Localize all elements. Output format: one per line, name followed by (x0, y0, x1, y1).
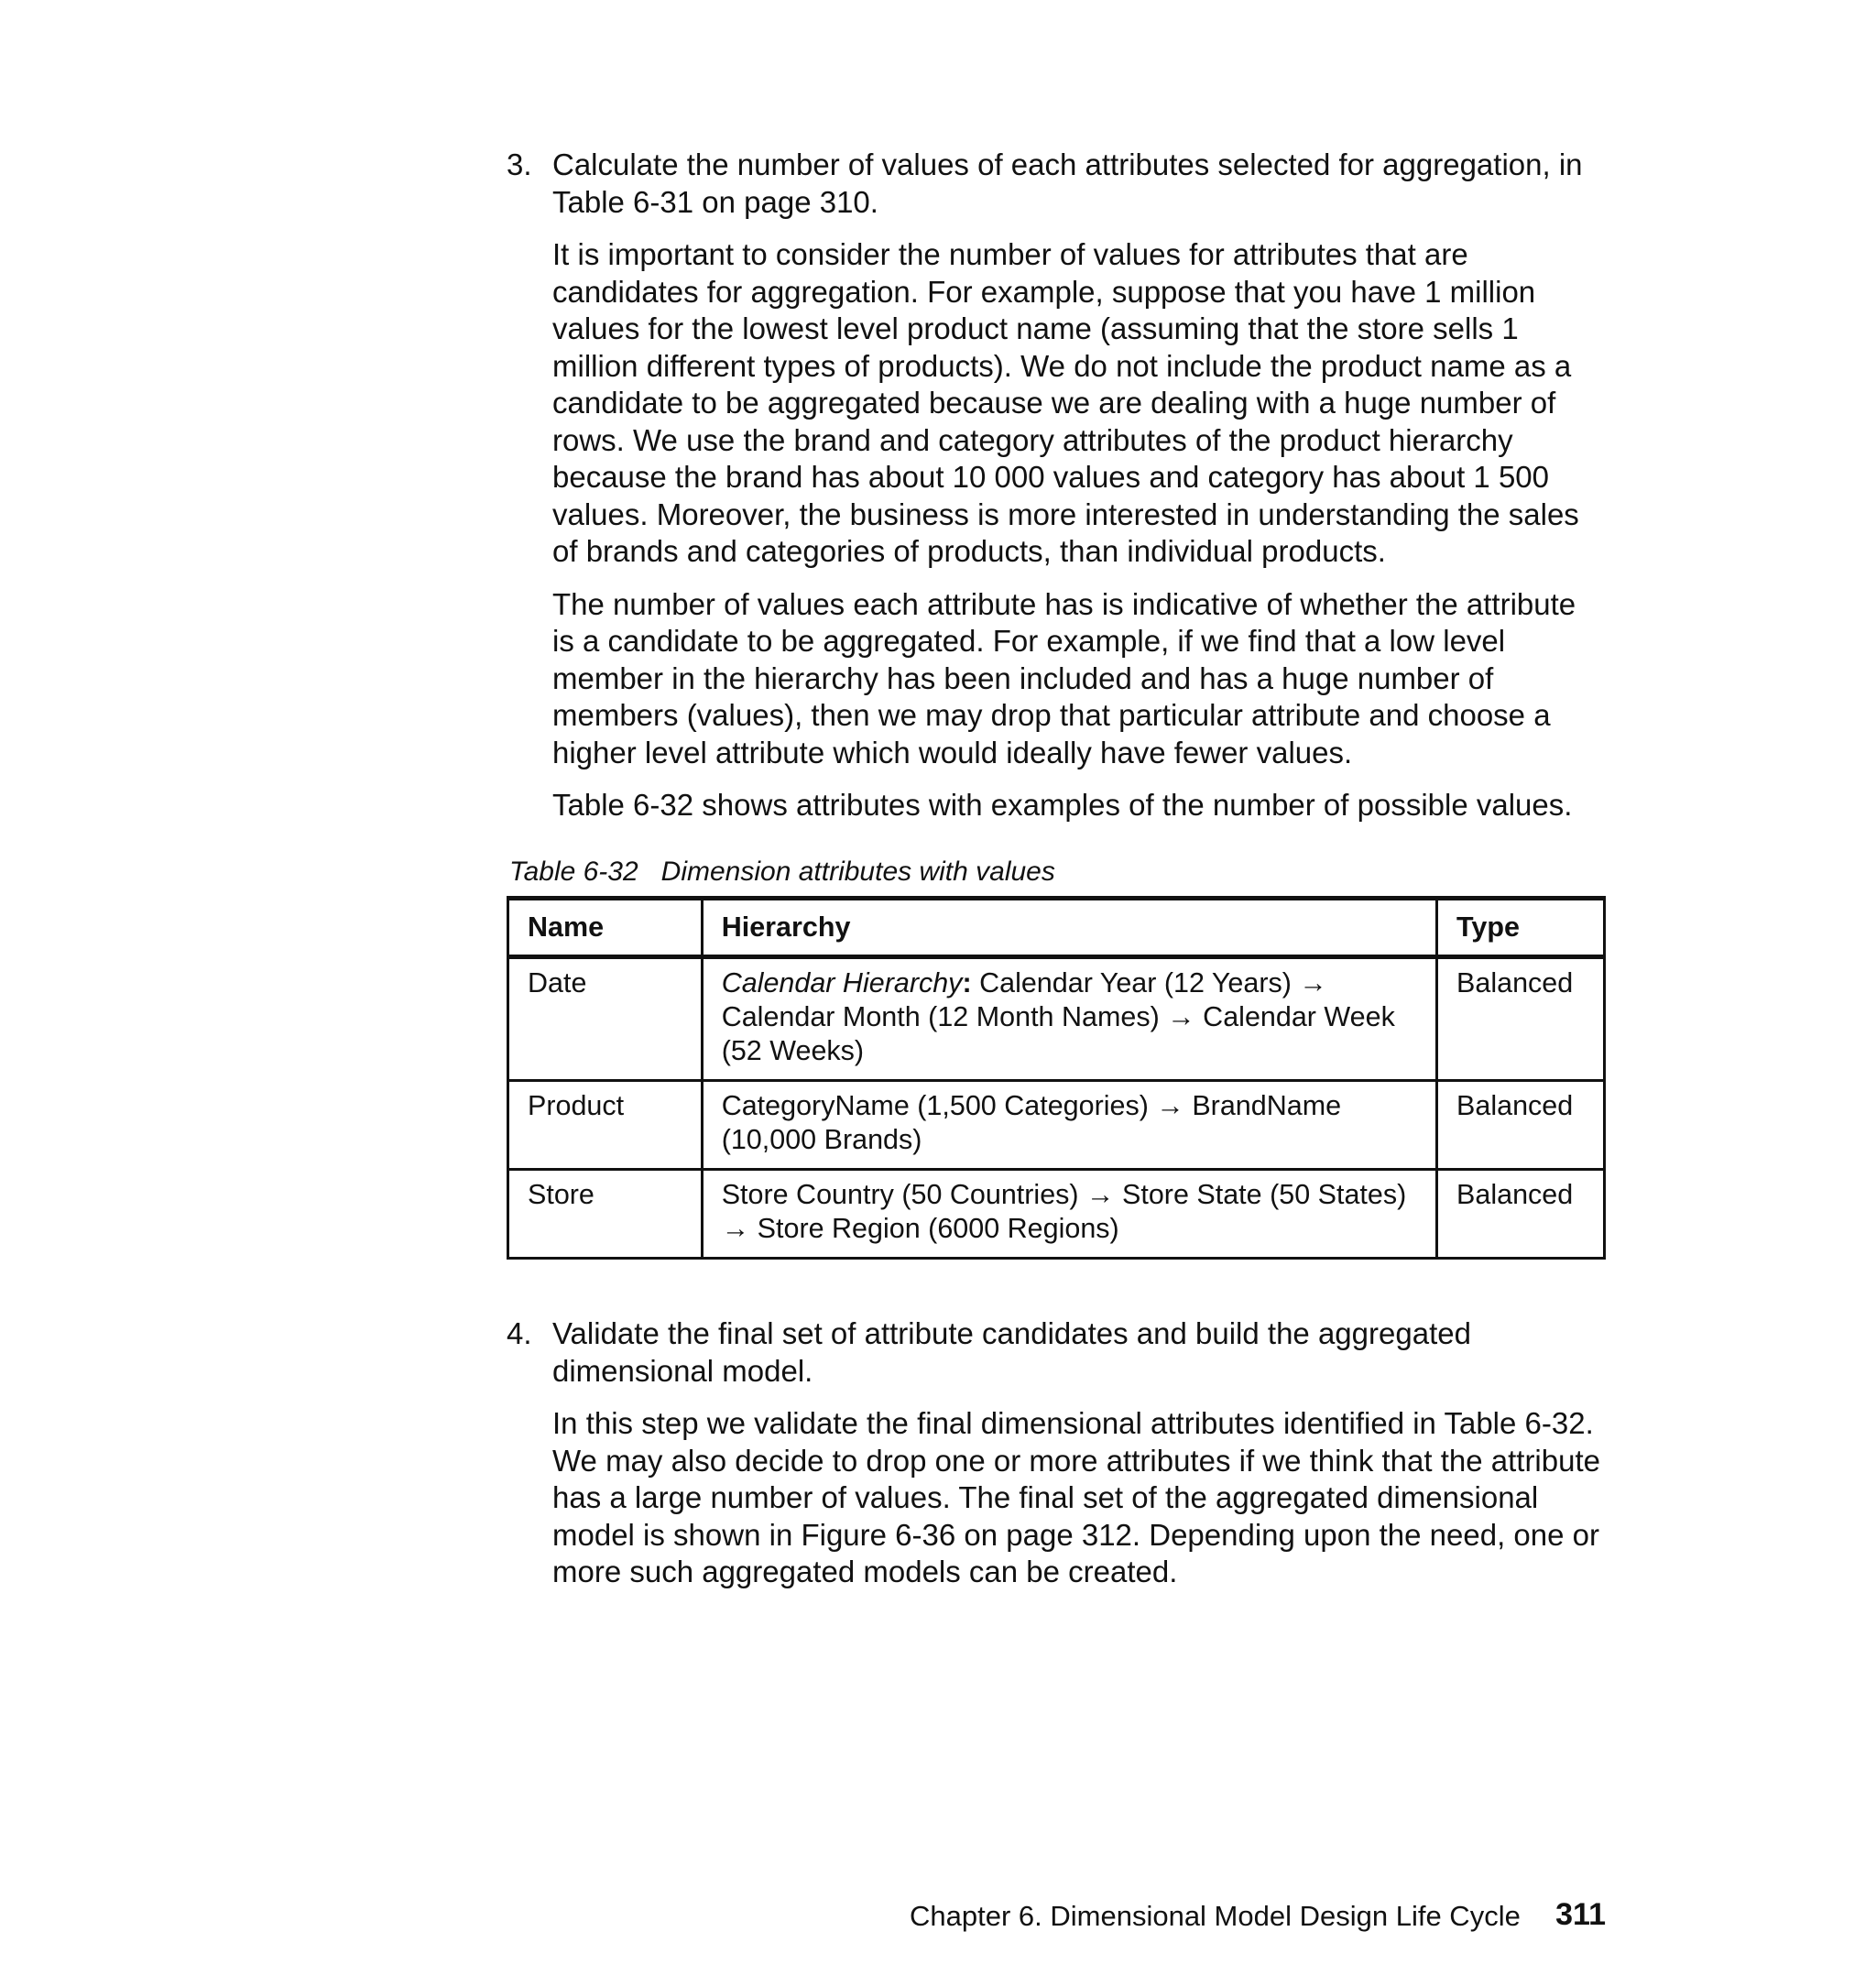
footer-chapter-title: Chapter 6. Dimensional Model Design Life Cycle (910, 1900, 1521, 1932)
dimension-attributes-table (507, 896, 1606, 1260)
header-name: Name (508, 899, 703, 957)
table-row (508, 1081, 1605, 1170)
paragraph: The number of values each attribute has is indicative of whether the attribute is a candidate to be aggregated. For example, if we find that a low level member in the hierarchy has been included and has a huge number of members (values), then we may drop that particular attribute and choose a higher level attribute which would ideally have fewer values. (552, 586, 1576, 769)
table-row (508, 957, 1605, 1081)
cell-name: Store (508, 1170, 703, 1259)
paragraph: Table 6-32 shows attributes with examples of the number of possible values. (552, 788, 1573, 822)
step-title: Calculate the number of values of each attributes selected for aggregation, in Table 6-31 on page 310. (552, 147, 1583, 219)
cell-hierarchy: Store Country (50 Countries) → Store State (50 States) → Store Region (6000 Regions) (702, 1170, 1436, 1259)
step-body (552, 147, 1606, 824)
cell-type: Balanced (1437, 1081, 1605, 1170)
cell-hierarchy (702, 957, 1436, 1081)
hierarchy-text: Calendar Year (12 Years) → Calendar Month (12 Month Names) → Calendar Week (52 Weeks) (721, 967, 1395, 1066)
step-number: 3. (507, 147, 532, 181)
step-title: Validate the final set of attribute candidates and build the aggregated dimensional model. (552, 1316, 1471, 1388)
cell-hierarchy: CategoryName (1,500 Categories) → BrandName (10,000 Brands) (702, 1081, 1436, 1170)
hierarchy-label: Calendar Hierarchy (721, 967, 963, 998)
step-number: 4. (507, 1316, 532, 1350)
header-hierarchy: Hierarchy (702, 899, 1436, 957)
table-row (508, 1170, 1605, 1259)
page-number: 311 (1555, 1897, 1606, 1932)
cell-name: Date (508, 957, 703, 1081)
table-caption: Table 6-32 Dimension attributes with values (509, 857, 1055, 887)
step-body (552, 1315, 1606, 1591)
paragraph: In this step we validate the final dimensional attributes identified in Table 6-32. We may also decide to drop one or more attributes if we think that the attribute has a large number of values. The final set of the aggregated dimensional model is shown in Figure 6-36 on page 312. Depending upon the need, one or more such aggregated models can be created. (552, 1406, 1600, 1588)
table-header-row (508, 899, 1605, 957)
header-type: Type (1437, 899, 1605, 957)
paragraph: It is important to consider the number of values for attributes that are candidates for aggregation. For example, suppose that you have 1 million values for the lowest level product name (assuming that the store sells 1 million different types of products). We do not include the product name as a candidate to be aggregated because we are dealing with a huge number of rows. We use the brand and category attributes of the product hierarchy because the brand has about 10 000 values and category has about 1 500 values. Moreover, the business is more interested in understanding the sales of brands and categories of products, than individual products. (552, 237, 1579, 568)
cell-type: Balanced (1437, 957, 1605, 1081)
cell-type: Balanced (1437, 1170, 1605, 1259)
hierarchy-separator: : (962, 967, 972, 998)
cell-name: Product (508, 1081, 703, 1170)
step-4 (507, 1315, 1606, 1591)
step-3 (507, 147, 1606, 824)
